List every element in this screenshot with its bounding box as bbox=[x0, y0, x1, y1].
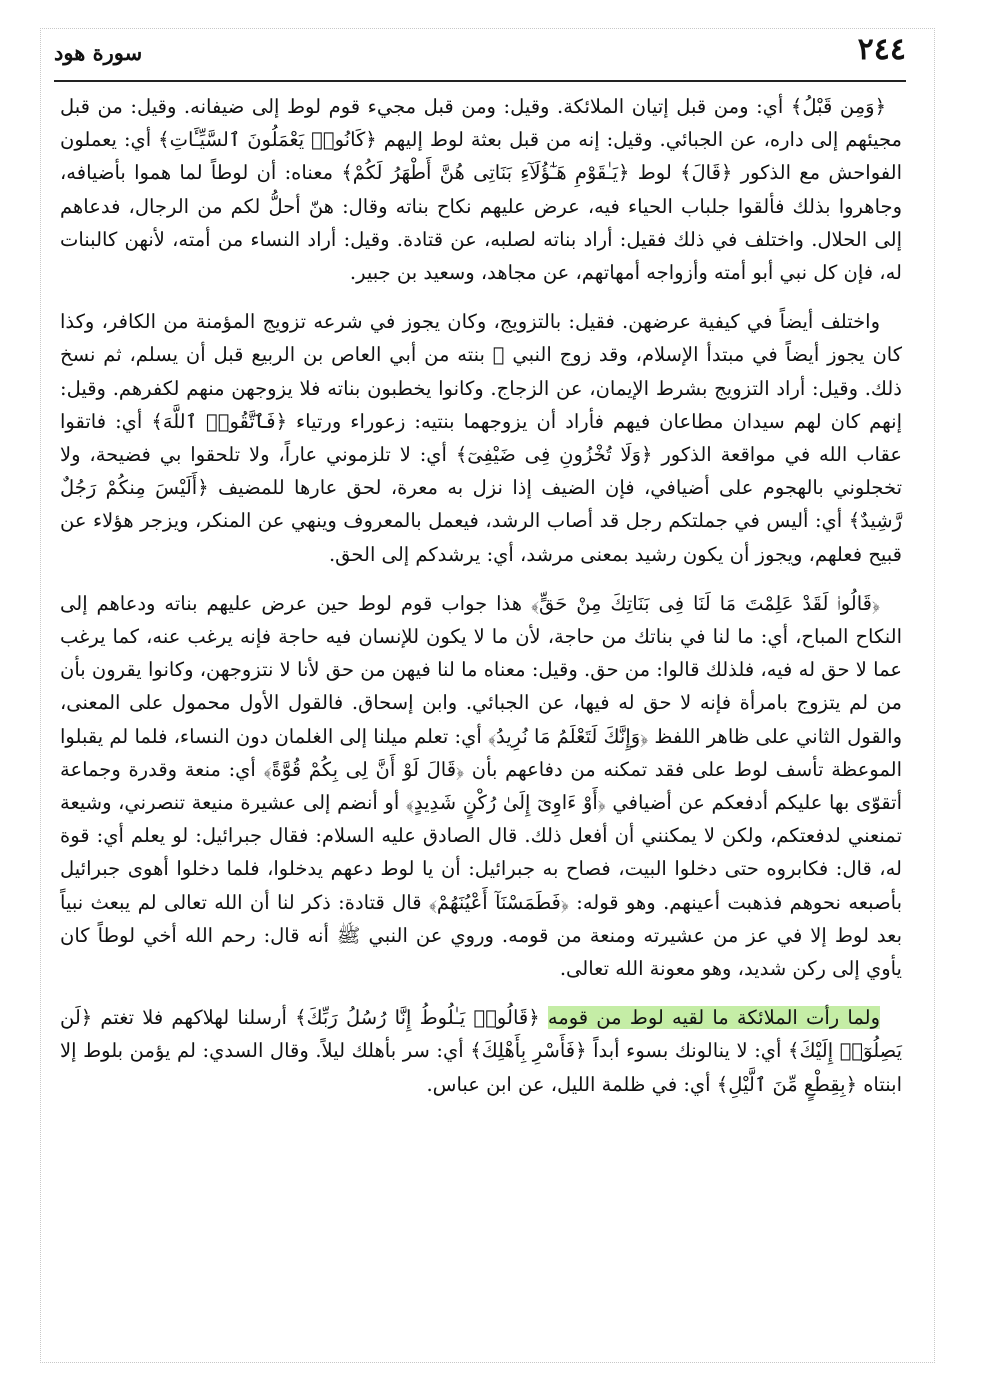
paragraph-4-rest: ﴿قَالُوا۟ يَـٰلُوطُ إِنَّا رُسُلُ رَبِّكَ﴾ أرسلنا لهلاكهم فلا تغتم ﴿لَن يَصِلُوٓا۟ إِلَيْكَ﴾ أي: لا ينالونك بسوء أبداً ﴿فَأَسْرِ بِأَهْلِكَ﴾ أي: سر بأهلك ليلاً. وقال السدي: لم يؤمن بلوط إلا ابنتاه ﴿بِقِطْعٍ مِّنَ ٱلَّيْلِ﴾ أي: في ظلمة الليل، عن ابن عباس. bbox=[60, 1006, 902, 1096]
paragraph-1: ﴿وَمِن قَبْلُ﴾ أي: ومن قبل إتيان الملائكة. وقيل: ومن قبل مجيء قوم لوط إلى ضيفانه. وقيل: من قبل مجيئهم إلى داره، عن الجبائي. وقيل: إنه من قبل بعثة لوط إليهم ﴿كَانُوا۟ يَعْمَلُونَ ٱلسَّيِّـَٔاتِ﴾ أي: يعملون الفواحش مع الذكور ﴿قَالَ﴾ لوط ﴿يَـٰقَوْمِ هَـٰٓؤُلَآءِ بَنَاتِى هُنَّ أَطْهَرُ لَكُمْ﴾ معناه: أن لوطاً لما هموا بأضيافه، وجاهروا بذلك فألقوا جلباب الحياء فيه، عرض عليهم نكاح بناته وقال: هنّ أحلُّ لكم من الرجال، فدعاهم إلى الحلال. واختلف في ذلك فقيل: أراد بناته لصلبه، عن قتادة. وقيل: أراد النساء من أمته، لأنهن كالبنات له، فإن كل نبي أبو أمته وأزواجه أمهاتهم، عن مجاهد، وسعيد بن جبير. bbox=[60, 95, 902, 285]
paragraph-2: واختلف أيضاً في كيفية عرضهن. فقيل: بالتزويج، وكان يجوز في شرعه تزويج المؤمنة من الكافر، وكذا كان يجوز أيضاً في مبتدأ الإسلام، وقد زوج النبي ﷺ بنته من أبي العاص بن الربيع قبل أن يسلم، ثم نسخ ذلك. وقيل: أراد التزويج بشرط الإيمان، عن الزجاج. وكانوا يخطبون بناته فلا يزوجهن منهم لكفرهم. وقيل: إنهم كان لهم سيدان مطاعان فيهم فأراد أن يزوجهما بنتيه: زعوراء ورتياء ﴿فَٱتَّقُوا۟ ٱللَّهَ﴾ أي: فاتقوا عقاب الله في مواقعة الذكور ﴿وَلَا تُخْزُونِ فِى ضَيْفِىٓ﴾ أي: لا تلزموني عاراً، ولا تلحقوا بي فضيحة، ولا تخجلوني بالهجوم على أضيافي، فإن الضيف إذا نزل به معرة، لحق عارها للمضيف ﴿أَلَيْسَ مِنكُمْ رَجُلٌ رَّشِيدٌ﴾ أي: أليس في جملتكم رجل قد أصاب الرشد، فيعمل بالمعروف وينهي عن المنكر، ويزجر هؤلاء عن قبيح فعلهم، ويجوز أن يكون رشيد بمعنى مرشد، أي: يرشدكم إلى الحق. bbox=[60, 310, 902, 566]
highlighted-text[interactable]: ولما رأت الملائكة ما لقيه لوط من قومه bbox=[547, 1006, 880, 1030]
paragraph-4 bbox=[60, 1001, 902, 1101]
paragraph-3: ﴿قَالُوا۟ لَقَدْ عَلِمْتَ مَا لَنَا فِى بَنَاتِكَ مِنْ حَقٍّ﴾ هذا جواب قوم لوط حين عرض عليهم بناته ودعاهم إلى النكاح المباح، أي: ما لنا في بناتك من حاجة، لأن ما لا يكون للإنسان فيه حاجة فإنه يرغب عنه، كما يرغب عما لا حق له فيه، فلذلك قالوا: من حق. وقيل: معناه ما لنا فيهن من حق لأنا لا نتزوجهن، وكانوا يقرون بأن من لم يتزوج بامرأة فإنه لا حق له فيها، عن الجبائي. وابن إسحاق. فالقول الأول محمول على المعنى، والقول الثاني على ظاهر اللفظ ﴿وَإِنَّكَ لَتَعْلَمُ مَا نُرِيدُ﴾ أي: تعلم ميلنا إلى الغلمان دون النساء، فلما لم يقبلوا الموعظة تأسف لوط على فقد تمكنه من دفاعهم بأن ﴿قَالَ لَوْ أَنَّ لِى بِكُمْ قُوَّةً﴾ أي: منعة وقدرة وجماعة أتقوّى بها عليكم أدفعكم عن أضيافي ﴿أَوْ ءَاوِىٓ إِلَىٰ رُكْنٍ شَدِيدٍ﴾ أو أنضم إلى عشيرة منيعة تنصرني، وشيعة تمنعني لدفعتكم، ولكن لا يمكنني أن أفعل ذلك. قال الصادق عليه السلام: فقال جبرائيل: لو يعلم أي: قوة له، قال: فكابروه حتى دخلوا البيت، فصاح به جبرائيل: أن يا لوط دعهم يدخلوا، فلما دخلوا أهوى جبرائيل بأصبعه نحوهم فذهبت أعينهم. وهو قوله: ﴿فَطَمَسْنَآ أَعْيُنَهُمْ﴾ قال قتادة: ذكر لنا أن الله تعالى لم يبعث نبياً بعد لوط إلا في عز من عشيرته ومنعة من قومه. وروي عن النبي ﷺ أنه قال: رحم الله أخي لوطاً كان يأوي إلى ركن شديد، وهو معونة الله تعالى. bbox=[60, 591, 902, 981]
header-divider bbox=[54, 80, 906, 82]
page-header bbox=[54, 34, 906, 76]
page-number: ٢٤٤ bbox=[857, 32, 906, 67]
tafsir-text bbox=[60, 90, 902, 1101]
surah-title: سورة هود bbox=[54, 40, 143, 65]
